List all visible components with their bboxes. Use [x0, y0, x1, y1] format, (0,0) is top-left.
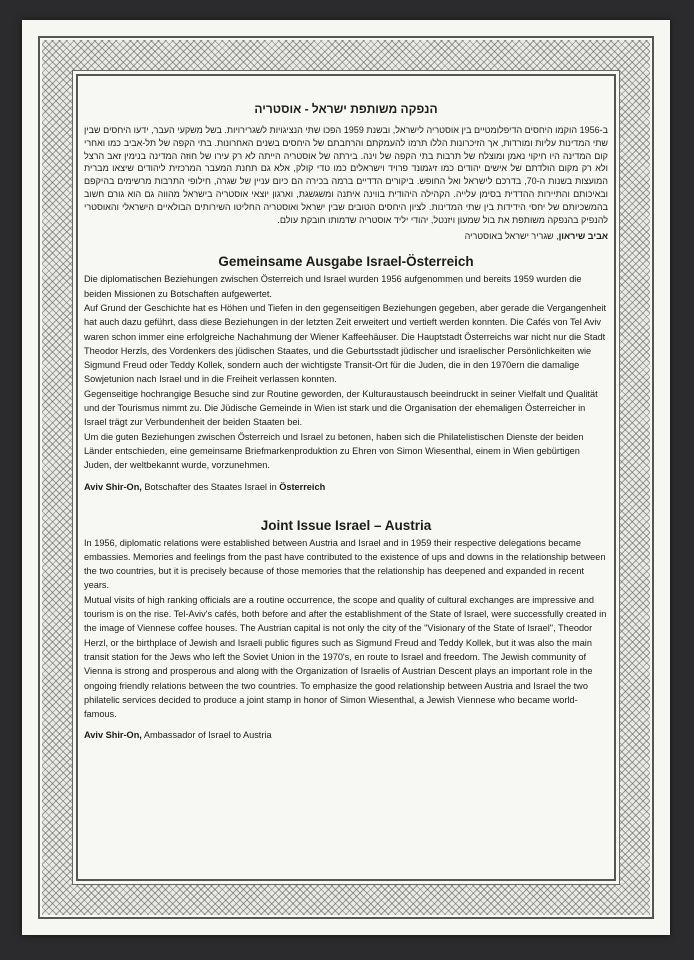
- german-signature-role: Botschafter des Staates Israel in: [141, 481, 280, 492]
- german-paragraph: Um die guten Beziehungen zwischen Österreich und Israel zu betonen, haben sich die Philatelistischen Dienste der beiden Länder entschieden, eine gemeinsame Briefmarkenproduktion zu Ehren von Simon Wiesenthal, einem in Wien gebürtigen Juden, der weltbekannt wurde, vorzunehmen.: [84, 431, 584, 471]
- german-signature-name: Aviv Shir-On,: [84, 481, 142, 492]
- english-title: Joint Issue Israel – Austria: [260, 517, 432, 533]
- english-signature: [84, 730, 608, 740]
- hebrew-body: ב-1956 הוקמו היחסים הדיפלומטיים בין אוסטריה לישראל, ובשנת 1959 הפכו שתי הנציגויות לשגרירויות. בשל משקעי העבר, ידעו היחסים שבין שתי המדינות עליות ומורדות, אך הזיכרונות הללו תרמו להעמקתם והרחבתם של היחסים בשנים האחרונות. בתי הקפה של תל-אביב כמו ואחרי קום המדינה היו חיקוי נאמן ומוצלח של תרבות בתי הקפה של וינה. בירתה של אוסטריה הייתה לא רק עירו של חוזה המדינה בנימין זאב הרצל ולא רק מקום הולדתם של אישים יהודים כמו זיגמונד פרויד וישראלים כמו טדי קולק, אלא גם תחנת המעבר המרכזית ליהודים שיצאו מברית המועצות בשנות ה-70, בדרכם לישראל ואל החופש. ביקורים הדדיים ברמה בכירה הם כיום עניין של שגרה, חילופי התרבות מרשימים בהיקפם ובאיכותם והתיירות ההדדית בסימן עלייה. הקהילה היהודית בווינה איתנה ומשגשגת, וארגון יוצאי אוסטריה בישראל מהווה גם הוא גורם חשוב בהמשכיותם של יחסי הידידות בין שתי המדינות. לציון היחסים הטובים שבין ישראל ואוסטריה החליטו השירותים הבולאיים הישראלי והאוסטרי להנפיק בהנפקה משותפת את בול שמעון ויזנטל, יהודי יליד אוסטריה שדמותו חובקת עולם.: [84, 125, 608, 225]
- document-sheet: [22, 20, 670, 935]
- hebrew-signature-role: , שגריר ישראל באוסטריה: [464, 231, 559, 242]
- hebrew-signature: [84, 231, 608, 241]
- english-paragraph: In 1956, diplomatic relations were established between Austria and Israel and in 1959 their respective delegations became embassies. Memories and feelings from the past have contributed to the existence of ups and downs in the relationship between the two countries, but it is precisely because of those memories that the relationship has deepened and expanded in recent years.: [84, 537, 606, 591]
- german-paragraph: Gegenseitige hochrangige Besuche sind zur Routine geworden, der Kulturaustausch beeindruckt in seiner Vielfalt und Qualität und der Tourismus nimmt zu. Die Jüdische Gemeinde in Wien ist stark und die Organisation der ehemaligen Österreicher in Israel trägt zur Verbundenheit der beiden Staaten bei.: [84, 388, 598, 428]
- english-signature-role: Ambassador of Israel to Austria: [141, 730, 272, 741]
- hebrew-signature-name: אביב שיראון: [558, 231, 608, 242]
- english-signature-name: Aviv Shir-On,: [84, 730, 142, 741]
- german-paragraph: Auf Grund der Geschichte hat es Höhen und Tiefen in den gegenseitigen Beziehungen gegeben, aber gerade die Vergangenheit hat auch dazu geführt, dass diese Beziehungen in der letzten Zeit erweitert und vertieft werden konnten. Die Cafés von Tel Aviv waren schon immer eine erfolgreiche Nachahmung der Wiener Kaffeehäuser. Die Hauptstadt Österreichs war nicht nur die Stadt Theodor Herzls, des Vordenkers des jüdischen Staates, und die Geburtsstadt jüdischer und israelischer Persönlichkeiten wie Sigmund Freud oder Teddy Kollek, sondern auch der wichtigste Transit-Ort für die Juden, die in den 1970ern die damalige Sowjetunion nach Israel und in die Freiheit verlassen konnten.: [84, 302, 607, 385]
- hebrew-title: הנפקה משותפת ישראל - אוסטריה: [254, 102, 438, 116]
- german-signature-country: Österreich: [279, 481, 326, 492]
- german-title: Gemeinsame Ausgabe Israel-Österreich: [218, 254, 474, 270]
- german-signature: [84, 482, 608, 492]
- german-paragraph: Die diplomatischen Beziehungen zwischen Österreich und Israel wurden 1956 aufgenommen und bereits 1959 wurden die beiden Missionen zu Botschaften aufgewertet.: [84, 274, 582, 299]
- english-paragraph: Mutual visits of high ranking officials are a routine occurrence, the scope and quality of cultural exchanges are impressive and tourism is on the rise. Tel-Aviv's cafés, both before and after the establishment of the State of Israel, were successfully created in the image of Viennese coffee houses. The Austrian capital is not only the city of the "Visionary of the State of Israel", Theodor Herzl, or the birthplace of Jewish and Israeli public figures such as Sigmund Freud and Teddy Kollek, but it was also the main transit station for the Jews who left the Soviet Union in the 1970's, en route to Israel and freedom. The Jewish community of Vienna is strong and prosperous and along with the Organization of Israelis of Austrian Descent plays an important role in the ongoing friendly relations between the two countries. To emphasize the good relationship between Austria and Israel the two philatelic services decided to produce a joint stamp in honor of Simon Wiesenthal, a Jewish Viennese who became world-famous.: [84, 594, 607, 720]
- document-content: [84, 80, 608, 870]
